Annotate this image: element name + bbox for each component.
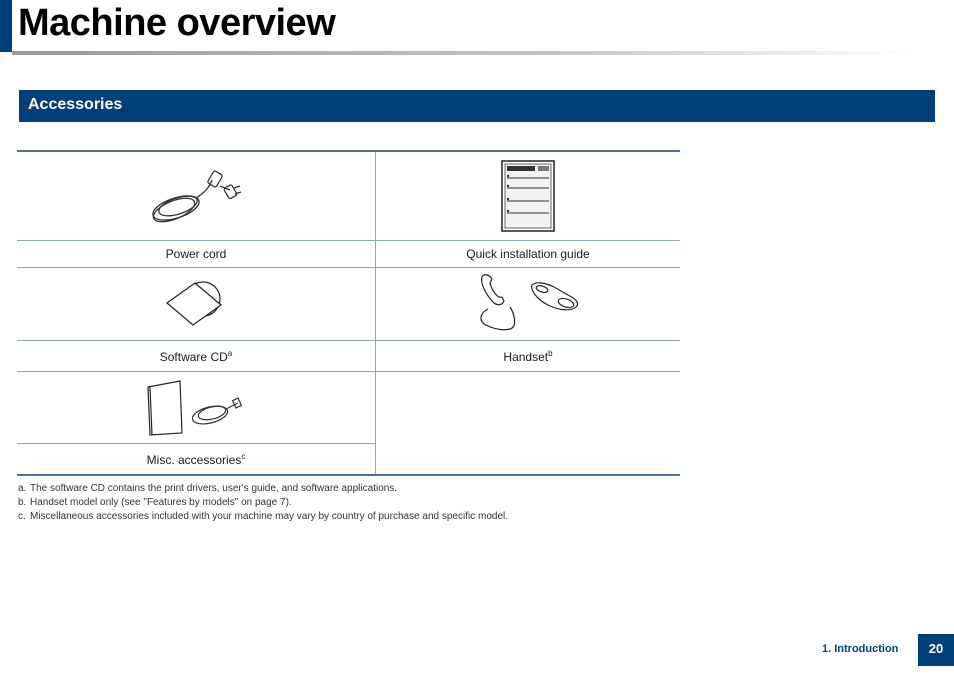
power-cord-label: Power cord (17, 241, 376, 268)
footnote-mark: b. (18, 497, 27, 508)
power-cord-icon (146, 164, 246, 228)
software-cd-icon (165, 279, 227, 329)
footnote-mark: c. (18, 511, 26, 522)
page-number: 20 (918, 634, 954, 666)
footnote-text: Miscellaneous accessories included with your machine may vary by country of purchase and specific model. (30, 511, 509, 522)
handset-label-cell (376, 341, 681, 372)
misc-accessories-label: Misc. accessories (146, 452, 242, 467)
empty-cell (376, 372, 681, 476)
footnote-c (18, 510, 508, 524)
handset-label: Handset (503, 349, 549, 364)
installation-guide-icon (501, 160, 555, 232)
title-rule (12, 51, 912, 55)
footnotes (18, 482, 508, 524)
misc-accessories-label-cell (17, 444, 376, 476)
misc-accessories-image-cell (17, 372, 376, 444)
left-accent-bar (0, 0, 12, 52)
footnote-b (18, 496, 508, 510)
footnote-a (18, 482, 508, 496)
footnote-text: Handset model only (see "Features by models" on page 7). (30, 497, 292, 508)
software-cd-image-cell (17, 268, 376, 341)
section-title: Accessories (28, 96, 123, 113)
footnote-mark: a. (18, 483, 27, 494)
footnote-ref-c: c (241, 451, 246, 461)
page-title: Machine overview (18, 2, 336, 44)
installation-guide-image-cell (376, 151, 681, 241)
software-cd-label-cell (17, 341, 376, 372)
chapter-label: 1. Introduction (822, 643, 899, 655)
footnote-ref-a: a (227, 348, 233, 358)
installation-guide-label: Quick installation guide (376, 241, 681, 268)
footnote-text: The software CD contains the print drivers, user's guide, and software applications. (30, 483, 398, 494)
misc-accessories-icon (146, 379, 246, 437)
footnote-ref-b: b (548, 348, 553, 358)
power-cord-image-cell (17, 151, 376, 241)
software-cd-label: Software CD (159, 349, 228, 364)
handset-icon (468, 273, 588, 335)
section-header (19, 90, 935, 122)
accessories-table (17, 150, 680, 476)
handset-image-cell (376, 268, 681, 341)
